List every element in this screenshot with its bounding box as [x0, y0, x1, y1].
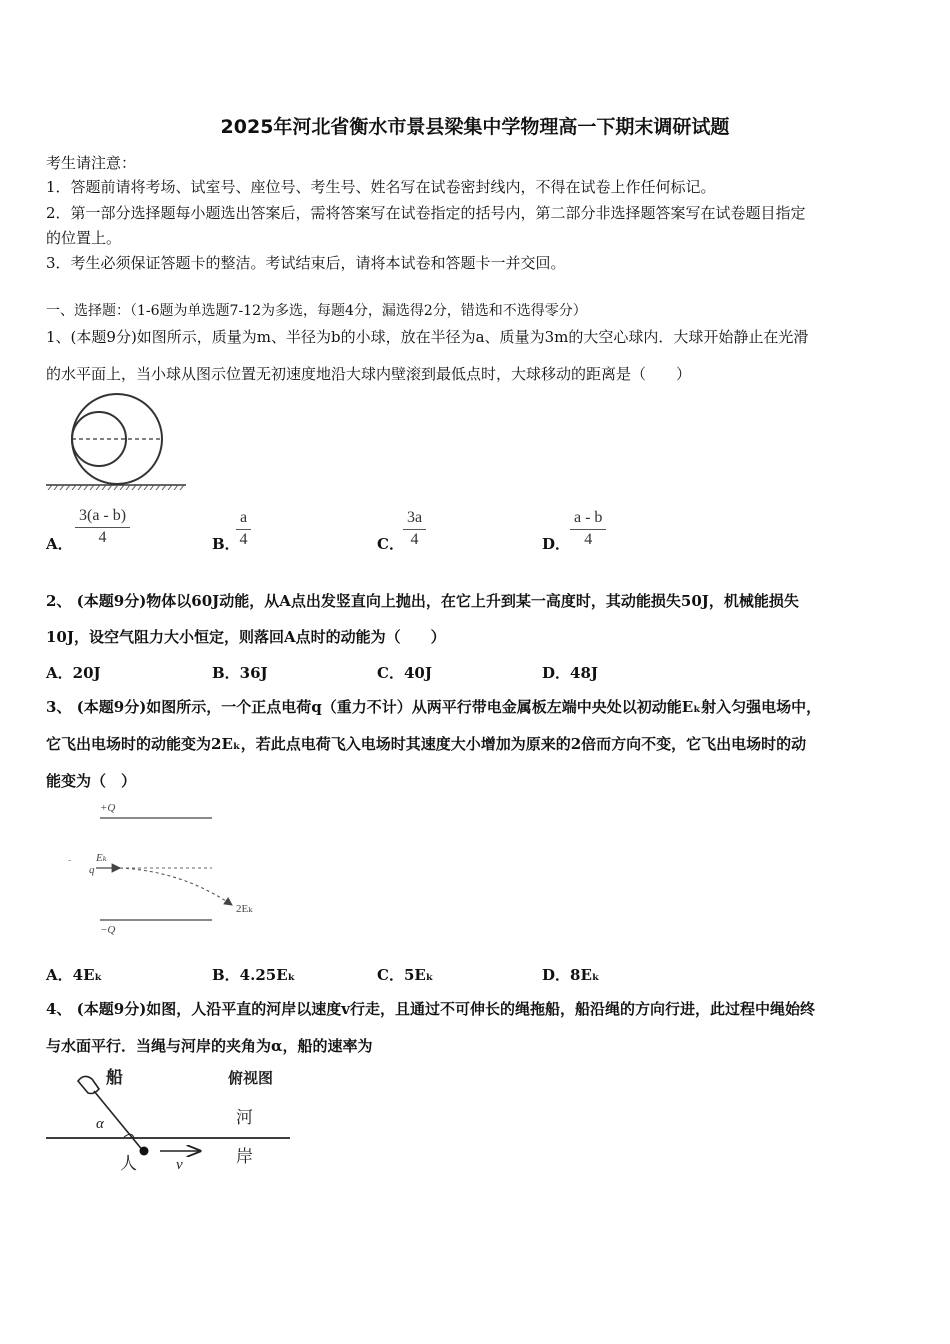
velocity-label: v	[176, 1157, 183, 1173]
option-c: C．40J	[377, 664, 432, 682]
question-2-text: 2、 (本题9分)物体以60J动能，从A点出发竖直向上抛出，在它上升到某一高度时，其动能损失50J，机械能损失	[46, 592, 799, 610]
question-1-text: 1、(本题9分)如图所示，质量为m、半径为b的小球，放在半径为a、质量为3m的大空心球内．大球开始静止在光滑	[46, 328, 809, 346]
electric-field-diagram	[62, 795, 277, 940]
person-label: 人	[120, 1154, 137, 1173]
option-d: D．8Eₖ	[542, 966, 600, 984]
notice-item: 的位置上。	[46, 229, 122, 247]
option-a: A．20J	[46, 664, 101, 682]
river-label: 河	[236, 1108, 253, 1127]
question-1-text: 的水平面上，当小球从图示位置无初速度地沿大球内壁滚到最低点时，大球移动的距离是（ ）	[46, 365, 692, 383]
option-b: B．4.25Eₖ	[212, 966, 296, 984]
denominator: 4	[410, 531, 419, 548]
dash-mark: -	[68, 855, 72, 866]
boat-label: 船	[106, 1068, 123, 1087]
plate-top-label: +Q	[100, 802, 116, 814]
option-c-fraction	[403, 509, 426, 549]
question-3-text: 它飞出电场时的动能变为2Eₖ，若此点电荷飞入电场时其速度大小增加为原来的2倍而方向不变，它飞出电场时的动	[46, 735, 807, 753]
option-a-label: A．	[46, 535, 73, 553]
option-d-label: D．	[542, 535, 571, 553]
question-4-text: 4、 (本题9分)如图，人沿平直的河岸以速度v行走，且通过不可伸长的绳拖船，船沿绳的方向行进，此过程中绳始终	[46, 1000, 816, 1018]
option-d: D．48J	[542, 664, 598, 682]
ek-label: Eₖ	[96, 852, 107, 864]
bank-label: 岸	[236, 1147, 253, 1166]
numerator: a - b	[570, 509, 606, 530]
notice-item: 3．考生必须保证答题卡的整洁。考试结束后，请将本试卷和答题卡一并交回。	[46, 254, 566, 272]
section-heading: 一、选择题：（1-6题为单选题7-12为多选，每题4分，漏选得2分，错选和不选得零分）	[46, 303, 587, 319]
option-b-fraction	[236, 509, 251, 549]
option-c: C．5Eₖ	[377, 966, 434, 984]
boat-river-diagram	[44, 1065, 294, 1175]
sphere-diagram	[44, 392, 188, 490]
notice-heading: 考生请注意：	[46, 154, 137, 172]
option-a-fraction	[75, 507, 130, 547]
question-3-text: 3、 (本题9分)如图所示，一个正点电荷q（重力不计）从两平行带电金属板左端中央处以初动能Eₖ射入匀强电场中，	[46, 698, 822, 716]
denominator: 4	[239, 531, 248, 548]
question-4-text: 与水面平行．当绳与河岸的夹角为α，船的速率为	[46, 1037, 373, 1055]
denominator: 4	[584, 531, 593, 548]
question-2-text: 10J，设空气阻力大小恒定，则落回A点时的动能为（ ）	[46, 628, 446, 646]
view-label: 俯视图	[228, 1071, 274, 1087]
trajectory	[120, 868, 232, 905]
plate-bottom-label: −Q	[100, 924, 116, 936]
option-b: B．36J	[212, 664, 268, 682]
charge-label: q	[89, 864, 95, 876]
person-icon	[140, 1147, 149, 1156]
exit-energy-label: 2Eₖ	[236, 903, 253, 915]
option-d-fraction	[570, 509, 606, 549]
numerator: a	[236, 509, 251, 530]
option-c-label: C．	[377, 535, 404, 553]
numerator: 3(a - b)	[75, 507, 130, 528]
option-b-label: B．	[212, 535, 240, 553]
denominator: 4	[98, 529, 107, 546]
notice-item: 1．答题前请将考场、试室号、座位号、考生号、姓名写在试卷密封线内，不得在试卷上作任何标记。	[46, 178, 716, 196]
boat-icon	[78, 1076, 99, 1093]
option-a: A．4Eₖ	[46, 966, 103, 984]
numerator: 3a	[403, 509, 426, 530]
page-title: 2025年河北省衡水市景县梁集中学物理高一下期末调研试题	[220, 116, 730, 138]
question-3-text: 能变为（ ）	[46, 772, 137, 790]
angle-label: α	[96, 1116, 104, 1132]
notice-item: 2．第一部分选择题每小题选出答案后，需将答案写在试卷指定的括号内，第二部分非选择题答案写在试卷题目指定	[46, 204, 806, 222]
